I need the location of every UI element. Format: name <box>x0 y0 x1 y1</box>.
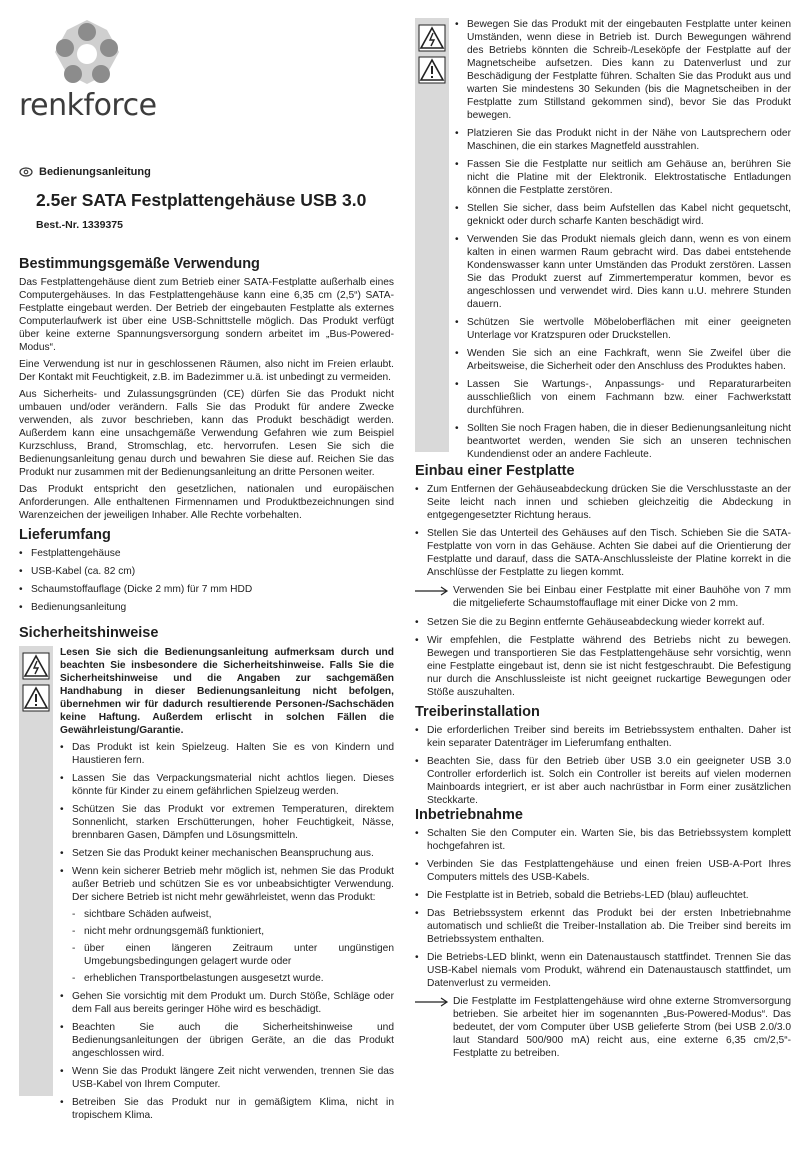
sub-list-item: - sichtbare Schäden aufweist, <box>72 908 394 921</box>
startup-note: Die Festplatte im Festplattengehäuse wird ohne externe Stromversorgung betrieben. Sie arbeitet hier im sogenannten „Bus-Powered-Modus“. Das bedeutet, der vom Computer über USB gelieferte Strom (bei USB 2.0/3.0 laut Standard 500/900 mA) reicht aus, eine externe 6,35 cm/2,5“-Festplatte zu betreiben. <box>415 995 791 1060</box>
installation-text <box>415 483 791 704</box>
exclamation-warning-icon <box>418 56 446 84</box>
list-item: • Wenn Sie das Produkt längere Zeit nicht verwenden, trennen Sie das USB-Kabel von Ihrem Computer. <box>60 1065 394 1091</box>
paragraph: Das Produkt entspricht den gesetzlichen, nationalen und europäischen Anforderungen. Alle enthaltenen Firmennamen und Produktbezeichnungen sind Warenzeichen der jeweiligen Inhaber. Alle Rechte vorbehalten. <box>19 484 394 521</box>
list-item: • Lassen Sie Wartungs-, Anpassungs- und Reparaturarbeiten ausschließlich von einem Fachmann bzw. einer Fachwerkstatt durchführen. <box>455 378 791 417</box>
list-item: • Die erforderlichen Treiber sind bereits im Betriebssystem enthalten. Daher ist kein separater Datenträger im Lieferumfang enthalten. <box>415 724 791 750</box>
list-item: • Lassen Sie das Verpackungsmaterial nicht achtlos liegen. Dieses könnte für Kinder zu einem gefährlichen Spielzeug werden. <box>60 772 394 798</box>
safety-heading: Sicherheitshinweise <box>19 625 159 641</box>
list-item: • Das Produkt ist kein Spielzeug. Halten Sie es von Kindern und Haustieren fern. <box>60 741 394 767</box>
list-item: • Das Betriebssystem erkennt das Produkt bei der ersten Inbetriebnahme automatisch und schließt die Treiber-Installation ab. Die Treiber sind bereits im Betriebssystem enthalten. <box>415 907 791 946</box>
intended-use-text <box>19 276 394 526</box>
doc-type-label: Bedienungsanleitung <box>19 166 151 178</box>
list-item: • Wenn kein sicherer Betrieb mehr möglich ist, nehmen Sie das Produkt außer Betrieb und schützen Sie es vor unbeabsichtigter Verwendung. Der sichere Betrieb ist nicht mehr gewährleistet, wenn das Produkt: - sichtbare Schäden aufweist, - nicht mehr ordnungsgemäß funktioniert, - über einen längeren Zeitraum unter ungünstigen Umgebungsbedingungen gelagert wurde oder - erheblichen Transportbelastungen ausgesetzt wurde. <box>60 865 394 985</box>
startup-text <box>415 827 791 1060</box>
condition-sublist <box>72 908 394 985</box>
logo-mark-icon <box>47 18 127 88</box>
order-number: Best.-Nr. 1339375 <box>36 219 123 231</box>
electric-warning-icon <box>418 24 446 52</box>
list-item: • Beachten Sie auch die Sicherheitshinweise und Bedienungsanleitungen der übrigen Geräte, an die das Produkt angeschlossen wird. <box>60 1021 394 1060</box>
brand-name: renkforce <box>19 88 157 123</box>
list-item: • USB-Kabel (ca. 82 cm) <box>19 565 394 578</box>
list-item: • Die Betriebs-LED blinkt, wenn ein Datenaustausch stattfindet. Trennen Sie das USB-Kabel niemals vom Produkt, während ein Datenaustausch stattfindet, um Datenverlust zu vermeiden. <box>415 951 791 990</box>
safety-intro: Lesen Sie sich die Bedienungsanleitung aufmerksam durch und beachten Sie insbesondere die Sicherheitshinweise. Falls Sie die Sicherheitshinweise und die Angaben zur sachgemäßen Handhabung in dieser Bedienungsanleitung nicht befolgen, übernehmen wir für dadurch resultierende Personen-/Sachschäden keine Haftung. Außerdem erlischt in solchen Fällen die Gewährleistung/Garantie. <box>60 647 394 736</box>
warning-sidebar <box>19 646 53 1096</box>
electric-warning-icon <box>22 652 50 680</box>
page-title: 2.5er SATA Festplattengehäuse USB 3.0 <box>36 190 367 210</box>
list-item: • Festplattengehäuse <box>19 547 394 560</box>
list-item: • Bewegen Sie das Produkt mit der eingebauten Festplatte unter keinen Umständen, wenn diese in Betrieb ist. Durch Bewegungen während des Betriebs könnten die Schreib-/Leseköpfe der Festplatte auf der Magnetscheibe aufsetzen. Dies kann zu Datenverlust und zur Beschädigung der Festplatte führen. Schalten Sie das Produkt aus und warten Sie mindestens 30 Sekunden (bis die Magnetscheiben in der Festplatte zum Stillstand gekommen sind), bevor Sie das Produkt bewegen. <box>455 18 791 122</box>
list-item: • Betreiben Sie das Produkt nur in gemäßigtem Klima, nicht in tropischem Klima. <box>60 1096 394 1122</box>
driver-list <box>415 724 791 807</box>
paragraph: Das Festplattengehäuse dient zum Betrieb einer SATA-Festplatte außerhalb eines Computergehäuses. In das Festplattengehäuse kann eine 6,35 cm (2,5“) SATA-Festplatte eingebaut werden. Der Betrieb der eingebauten Festplatte als externes Computerlaufwerk ist über eine USB-Schnittstelle möglich. Das Produkt verfügt über keine externe Spannungsversorgung sondern arbeitet im „Bus-Powered-Modus“. <box>19 277 394 353</box>
list-item: • Schützen Sie wertvolle Möbeloberflächen mit einer geeigneten Unterlage vor Kratzspuren oder Druckstellen. <box>455 316 791 342</box>
installation-list-2 <box>415 616 791 699</box>
list-item: • Zum Entfernen der Gehäuseabdeckung drücken Sie die Verschlusstaste an der Seite leicht nach innen und schieben gleichzeitig die Abdeckung in entgegengesetzter Richtung heraus. <box>415 483 791 522</box>
safety-text-right <box>455 18 791 466</box>
list-item: • Setzen Sie die zu Beginn entfernte Gehäuseabdeckung wieder korrekt auf. <box>415 616 791 629</box>
warning-sidebar-right <box>415 18 449 452</box>
list-item: • Bedienungsanleitung <box>19 601 394 614</box>
list-item: • Schützen Sie das Produkt vor extremen Temperaturen, direktem Sonnenlicht, starken Erschütterungen, hoher Feuchtigkeit, Nässe, brennbaren Gasen, Dämpfen und Lösungsmitteln. <box>60 803 394 842</box>
safety-list-right <box>455 18 791 461</box>
driver-text <box>415 724 791 812</box>
installation-heading: Einbau einer Festplatte <box>415 463 575 479</box>
delivery-heading: Lieferumfang <box>19 527 111 543</box>
list-item: • Fassen Sie die Festplatte nur seitlich am Gehäuse an, berühren Sie nicht die Platine mit der Elektronik. Elektrostatische Entladungen können die Festplatte zerstören. <box>455 158 791 197</box>
renkforce-logo <box>19 18 159 128</box>
startup-heading: Inbetriebnahme <box>415 807 523 823</box>
list-item: • Wir empfehlen, die Festplatte während des Betriebs nicht zu bewegen. Bewegen und transportieren Sie das Festplattengehäuse sehr vorsichtig, wenn eine Festplatte eingebaut ist, denn sie ist nicht festgeschraubt. Die Befestigung nur durch die Anschlussleiste ist nicht geeignet ruckartige Bewegungen oder Stöße auszuhalten. <box>415 634 791 699</box>
arrow-right-icon <box>415 586 449 596</box>
delivery-list-wrap <box>19 547 394 619</box>
list-item: • Die Festplatte ist in Betrieb, sobald die Betriebs-LED (blau) aufleuchtet. <box>415 889 791 902</box>
list-item: • Gehen Sie vorsichtig mit dem Produkt um. Durch Stöße, Schläge oder dem Fall aus bereits geringer Höhe wird es beschädigt. <box>60 990 394 1016</box>
paragraph: Eine Verwendung ist nur in geschlossenen Räumen, also nicht im Freien erlaubt. Der Kontakt mit Feuchtigkeit, z.B. im Badezimmer u.ä. ist unbedingt zu vermeiden. <box>19 359 394 383</box>
list-item: • Setzen Sie das Produkt keiner mechanischen Beanspruchung aus. <box>60 847 394 860</box>
installation-list <box>415 483 791 579</box>
list-item: • Beachten Sie, dass für den Betrieb über USB 3.0 ein geeigneter USB 3.0 Controller erforderlich ist. Solch ein Controller ist bereits auf vielen modernen Mainboards integriert, er ist aber auch nachrüstbar in Form einer zusätzlichen Steckkarte. <box>415 755 791 807</box>
startup-list <box>415 827 791 990</box>
exclamation-warning-icon <box>22 684 50 712</box>
sub-list-item: - über einen längeren Zeitraum unter ungünstigen Umgebungsbedingungen gelagert wurde oder <box>72 942 394 968</box>
safety-list-left <box>60 741 394 1122</box>
delivery-list <box>19 547 394 614</box>
list-item: • Sollten Sie noch Fragen haben, die in dieser Bedienungsanleitung nicht beantwortet werden, wenden Sie sich an unseren technischen Kundendienst oder an andere Fachleute. <box>455 422 791 461</box>
safety-text-left <box>60 646 394 1127</box>
arrow-right-icon <box>415 997 449 1007</box>
driver-heading: Treiberinstallation <box>415 704 540 720</box>
list-item: • Schalten Sie den Computer ein. Warten Sie, bis das Betriebssystem komplett hochgefahren ist. <box>415 827 791 853</box>
eye-icon <box>19 167 33 177</box>
list-item: • Platzieren Sie das Produkt nicht in der Nähe von Lautsprechern oder Maschinen, die ein starkes Magnetfeld ausstrahlen. <box>455 127 791 153</box>
sub-list-item: - erheblichen Transportbelastungen ausgesetzt wurde. <box>72 972 394 985</box>
installation-note: Verwenden Sie bei Einbau einer Festplatte mit einer Bauhöhe von 7 mm die mitgelieferte Schaumstoffauflage mit einer Dicke von 2 mm. <box>415 584 791 610</box>
sub-list-item: - nicht mehr ordnungsgemäß funktioniert, <box>72 925 394 938</box>
list-item: • Stellen Sie sicher, dass beim Aufstellen das Kabel nicht gequetscht, geknickt oder durch scharfe Kanten beschädigt wird. <box>455 202 791 228</box>
paragraph: Aus Sicherheits- und Zulassungsgründen (CE) dürfen Sie das Produkt nicht umbauen und/oder verändern. Falls Sie das Produkt für andere Zwecke verwenden, als zuvor beschrieben, kann das Produkt beschädigt werden. Außerdem kann eine unsachgemäße Verwendung Gefahren wie zum Beispiel Kurzschluss, Brand, Stromschlag, etc. hervorrufen. Lesen Sie sich die Bedienungsanleitung genau durch und bewahren Sie diese auf. Reichen Sie das Produkt nur zusammen mit der Bedienungsanleitung an dritte Personen weiter. <box>19 389 394 478</box>
list-item: • Verwenden Sie das Produkt niemals gleich dann, wenn es von einem kalten in einen warmen Raum gebracht wird. Das dabei entstehende Kondenswasser kann unter Umständen das Produkt zerstören. Lassen Sie das Produkt zuerst auf Zimmertemperatur kommen, bevor es angeschlossen und verwendet wird. Dies kann u.U. mehrere Stunden dauern. <box>455 233 791 311</box>
list-item: • Schaumstoffauflage (Dicke 2 mm) für 7 mm HDD <box>19 583 394 596</box>
list-item: • Stellen Sie das Unterteil des Gehäuses auf den Tisch. Schieben Sie die SATA-Festplatte von vorn in das Gehäuse. Achten Sie dabei auf die Orientierung der Festplatte und darauf, dass die SATA-Anschlussleiste der Platine korrekt in die Anschlüsse der Festplatte zu liegen kommt. <box>415 527 791 579</box>
list-item: • Wenden Sie sich an eine Fachkraft, wenn Sie Zweifel über die Arbeitsweise, die Sicherheit oder den Anschluss des Produktes haben. <box>455 347 791 373</box>
intended-use-heading: Bestimmungsgemäße Verwendung <box>19 256 260 272</box>
list-item: • Verbinden Sie das Festplattengehäuse und einen freien USB-A-Port Ihres Computers mittels des USB-Kabels. <box>415 858 791 884</box>
